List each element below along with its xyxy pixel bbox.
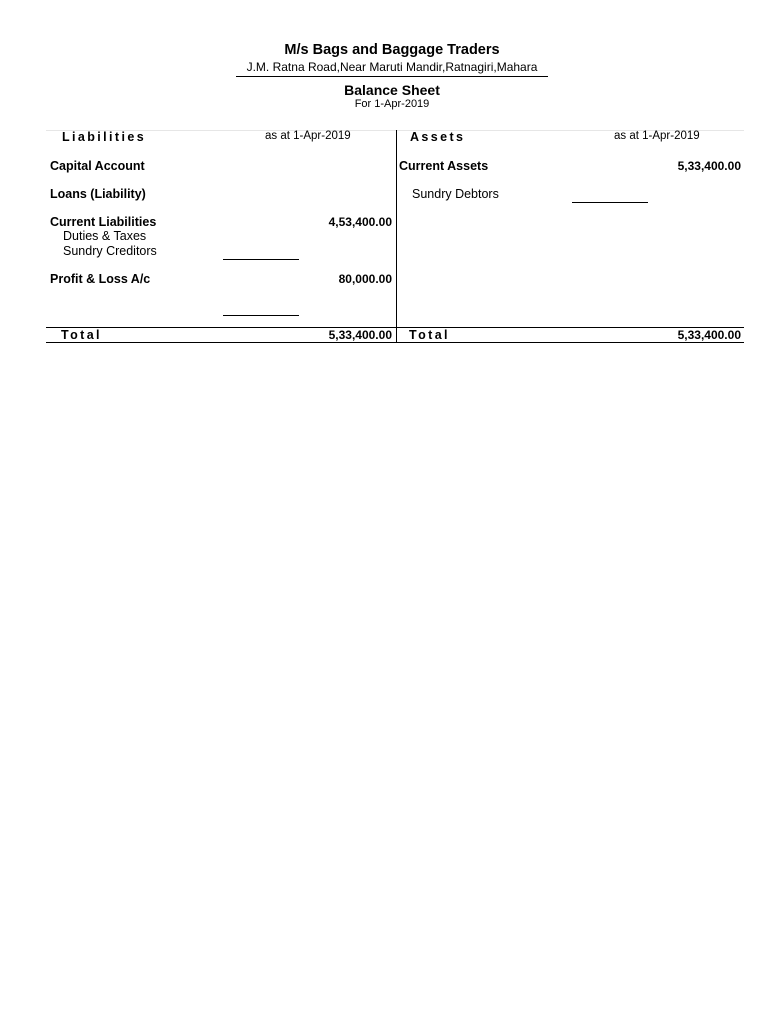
assets-date-heading: as at 1-Apr-2019 bbox=[614, 130, 700, 142]
report-period: For 1-Apr-2019 bbox=[354, 98, 430, 110]
loans-label: Loans (Liability) bbox=[50, 187, 146, 201]
creditors-subtotal-line bbox=[223, 259, 299, 260]
liabilities-date-heading: as at 1-Apr-2019 bbox=[265, 130, 351, 142]
profit-loss-amount: 80,000.00 bbox=[338, 272, 392, 286]
profit-loss-subtotal-line bbox=[223, 315, 299, 316]
assets-total-amount: 5,33,400.00 bbox=[677, 328, 741, 342]
capital-account-label: Capital Account bbox=[50, 159, 145, 173]
report-title: Balance Sheet bbox=[344, 82, 440, 98]
liabilities-heading: Liabilities bbox=[62, 130, 147, 144]
current-assets-amount: 5,33,400.00 bbox=[677, 159, 741, 173]
current-liabilities-amount: 4,53,400.00 bbox=[328, 215, 392, 229]
duties-taxes-label: Duties & Taxes bbox=[63, 229, 147, 243]
current-assets-label: Current Assets bbox=[399, 159, 489, 173]
address-underline bbox=[236, 76, 548, 77]
liabilities-total-label: Total bbox=[61, 328, 102, 342]
sundry-creditors-label: Sundry Creditors bbox=[63, 244, 157, 258]
profit-loss-label: Profit & Loss A/c bbox=[50, 272, 151, 286]
assets-heading: Assets bbox=[410, 130, 466, 144]
company-name: M/s Bags and Baggage Traders bbox=[284, 42, 500, 58]
current-liabilities-label: Current Liabilities bbox=[50, 215, 157, 229]
total-bottom-rule bbox=[46, 342, 744, 343]
assets-total-label: Total bbox=[409, 328, 450, 342]
debtors-subtotal-line bbox=[572, 202, 648, 203]
column-divider bbox=[396, 130, 397, 343]
liabilities-total-amount: 5,33,400.00 bbox=[328, 328, 392, 342]
sundry-debtors-label: Sundry Debtors bbox=[412, 187, 499, 201]
company-address: J.M. Ratna Road,Near Maruti Mandir,Ratnagiri,Mahara bbox=[246, 60, 538, 74]
